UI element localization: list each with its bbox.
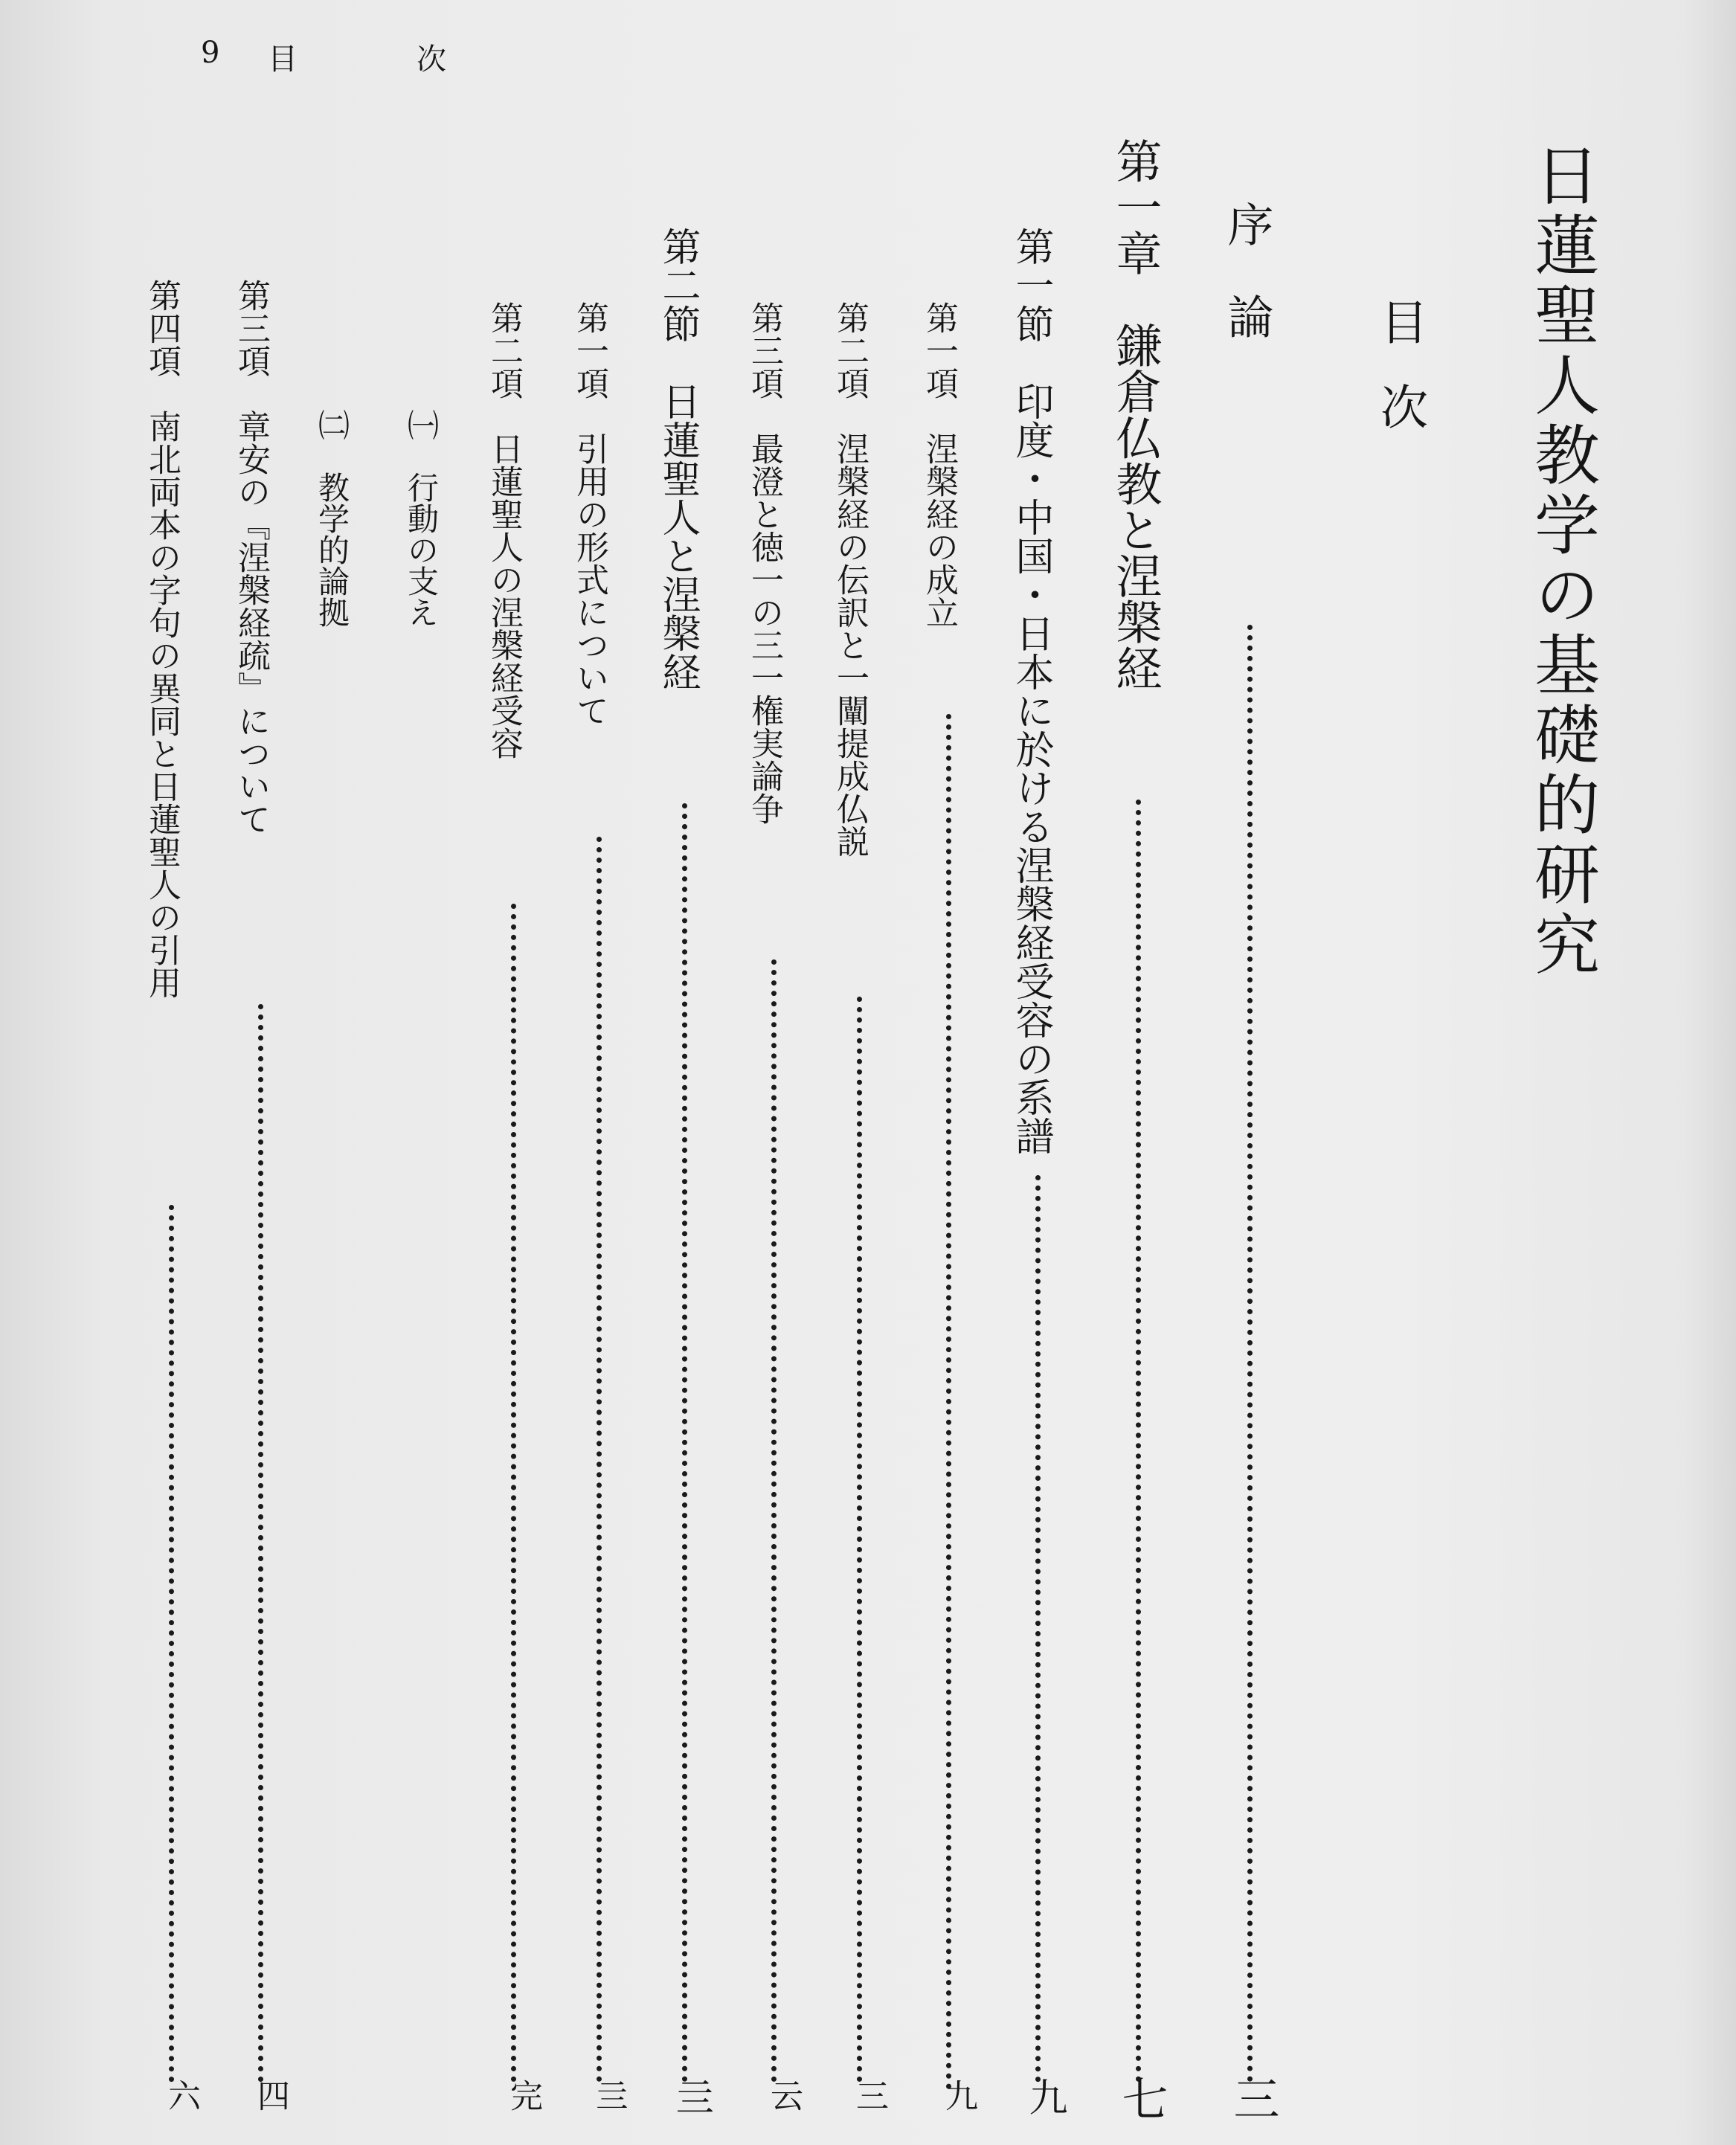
toc-entry [570, 301, 628, 2112]
toc-page-number: 云 [765, 2079, 803, 2112]
dot-leader [511, 904, 516, 2083]
toc-page-number: 九 [1022, 2077, 1067, 2116]
toc-page-number: 三 [850, 2079, 888, 2112]
dot-leader [258, 1004, 263, 2083]
running-head-title-2: 次 [417, 42, 448, 77]
toc-entry [1009, 227, 1067, 2116]
dot-leader [771, 959, 777, 2083]
toc-entry-text: 第二項 日蓮聖人の涅槃経受容 [485, 301, 523, 759]
dot-leader [682, 803, 687, 2083]
toc-entry [232, 279, 289, 2112]
toc-entry [1108, 138, 1168, 2121]
dot-leader [169, 1205, 174, 2083]
toc-entry-text: 序 論 [1220, 201, 1274, 339]
toc-entry-text: 第二節 日蓮聖人と涅槃経 [655, 227, 700, 691]
toc-entry [143, 279, 200, 2112]
running-head-title-1: 目 [268, 42, 299, 77]
toc-entry-text: 第一章 鎌倉仏教と涅槃経 [1108, 138, 1163, 691]
toc-entry [920, 301, 977, 2112]
dot-leader [1136, 800, 1141, 2083]
toc-page-number: 四 [251, 2079, 289, 2112]
toc-entry-text: 第三項 章安の『涅槃経疏』について [232, 279, 270, 835]
toc-entry-text: ㈡ 教学的論拠 [314, 409, 350, 628]
toc-page-number: 亖 [590, 2079, 628, 2112]
dot-leader [597, 837, 602, 2083]
toc-entry [745, 301, 803, 2112]
toc-entry [655, 227, 713, 2116]
toc-entry-text: ㈠ 行動の支え [403, 409, 440, 628]
toc-entry [1220, 201, 1280, 2121]
toc-entry-text: 第一項 涅槃経の成立 [920, 301, 958, 628]
toc-page-number: 九 [939, 2079, 977, 2112]
toc-entry-text: 第四項 南北両本の字句の異同と日蓮聖人の引用 [143, 279, 181, 999]
toc-subentry [405, 409, 457, 707]
dot-leader [1247, 625, 1253, 2083]
page-number: 9 [201, 36, 222, 70]
toc-page-number: 亖 [669, 2077, 713, 2116]
dot-leader [946, 714, 951, 2090]
dot-leader [857, 997, 862, 2083]
toc-entry-text: 第一節 印度・中国・日本に於ける涅槃経受容の系譜 [1009, 227, 1053, 1155]
toc-page-number: 三 [1226, 2075, 1280, 2121]
toc-page-number: 完 [504, 2079, 542, 2112]
toc-entry-text: 第二項 涅槃経の伝訳と一闡提成仏説 [831, 301, 869, 858]
toc-entry-text: 第三項 最澄と徳一の三一権実論争 [745, 301, 783, 825]
book-title: 日蓮聖人教学の基礎的研究 [1524, 141, 1601, 980]
toc-heading: 目次 [1372, 298, 1427, 467]
toc-entry [831, 301, 888, 2112]
dot-leader [1035, 1175, 1041, 2083]
toc-subentry [316, 409, 368, 707]
toc-entry-text: 第一項 引用の形式について [570, 301, 608, 727]
toc-page-number: 七 [1114, 2075, 1168, 2121]
toc-entry [485, 301, 542, 2112]
toc-page-number: 六 [162, 2079, 200, 2112]
page-gutter-shadow [1684, 0, 1736, 2145]
